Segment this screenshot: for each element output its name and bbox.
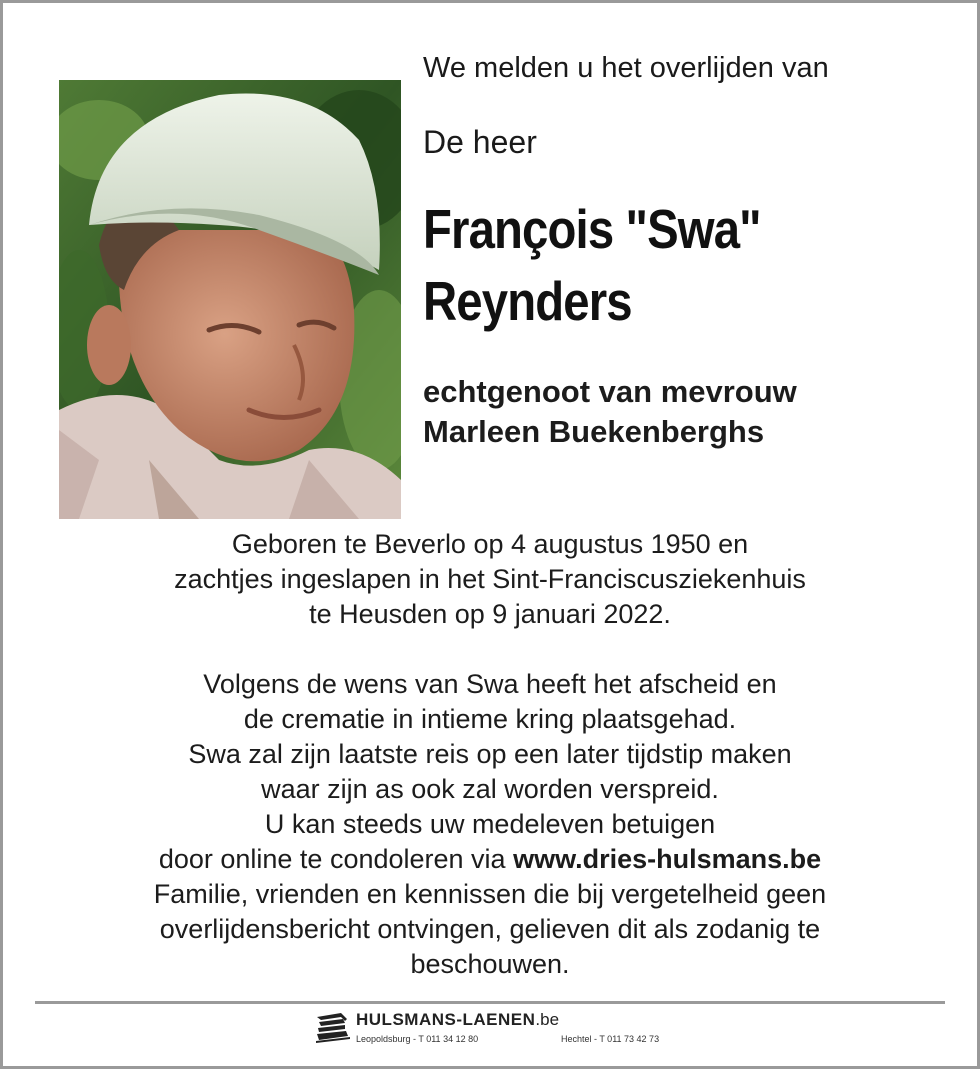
wishes-line: de crematie in intieme kring plaatsgehad.	[243, 704, 737, 734]
funeral-home-logo-icon	[315, 1011, 351, 1043]
name-line: Reynders	[423, 270, 632, 332]
announcement-intro: We melden u het overlijden van	[423, 52, 829, 84]
brand-tld: .be	[535, 1010, 560, 1029]
spouse-line: echtgenoot van mevrouw	[423, 374, 797, 409]
spouse-info	[423, 372, 797, 452]
details-line: Geboren te Beverlo op 4 augustus 1950 en	[231, 529, 749, 559]
wishes-line: waar zijn as ook zal worden verspreid.	[261, 774, 719, 804]
brand-name: HULSMANS-LAENEN	[356, 1010, 536, 1029]
closing-line: Familie, vrienden en kennissen die bij vergetelheid geen	[153, 879, 827, 909]
name-line: François "Swa"	[423, 198, 761, 260]
wishes-line: Volgens de wens van Swa heeft het afscheid en	[203, 669, 777, 699]
footer-divider	[35, 1001, 945, 1004]
contact-hechtel: Hechtel - T 011 73 42 73	[561, 1034, 660, 1044]
condolence-website-link[interactable]: www.dries-hulsmans.be	[513, 844, 822, 874]
deceased-name	[423, 193, 761, 337]
funeral-home-brand	[356, 1010, 559, 1030]
contact-leopoldsburg: Leopoldsburg - T 011 34 12 80	[356, 1034, 479, 1044]
details-line: zachtjes ingeslapen in het Sint-Franciscusziekenhuis	[174, 564, 806, 594]
wishes-line: U kan steeds uw medeleven betuigen	[264, 809, 716, 839]
birth-death-details	[40, 527, 940, 632]
closing-line: overlijdensbericht ontvingen, gelieven dit als zodanig te	[159, 914, 821, 944]
honorific-title: De heer	[423, 124, 537, 160]
funeral-wishes	[40, 667, 940, 982]
wishes-line: Swa zal zijn laatste reis op een later tijdstip maken	[188, 739, 792, 769]
portrait-image	[59, 80, 401, 519]
spouse-line: Marleen Buekenberghs	[423, 414, 765, 449]
condolence-line	[40, 842, 940, 877]
condolence-prefix: door online te condoleren via	[158, 844, 514, 874]
closing-line: beschouwen.	[410, 949, 570, 979]
portrait-photo	[59, 80, 401, 519]
details-line: te Heusden op 9 januari 2022.	[309, 599, 671, 629]
